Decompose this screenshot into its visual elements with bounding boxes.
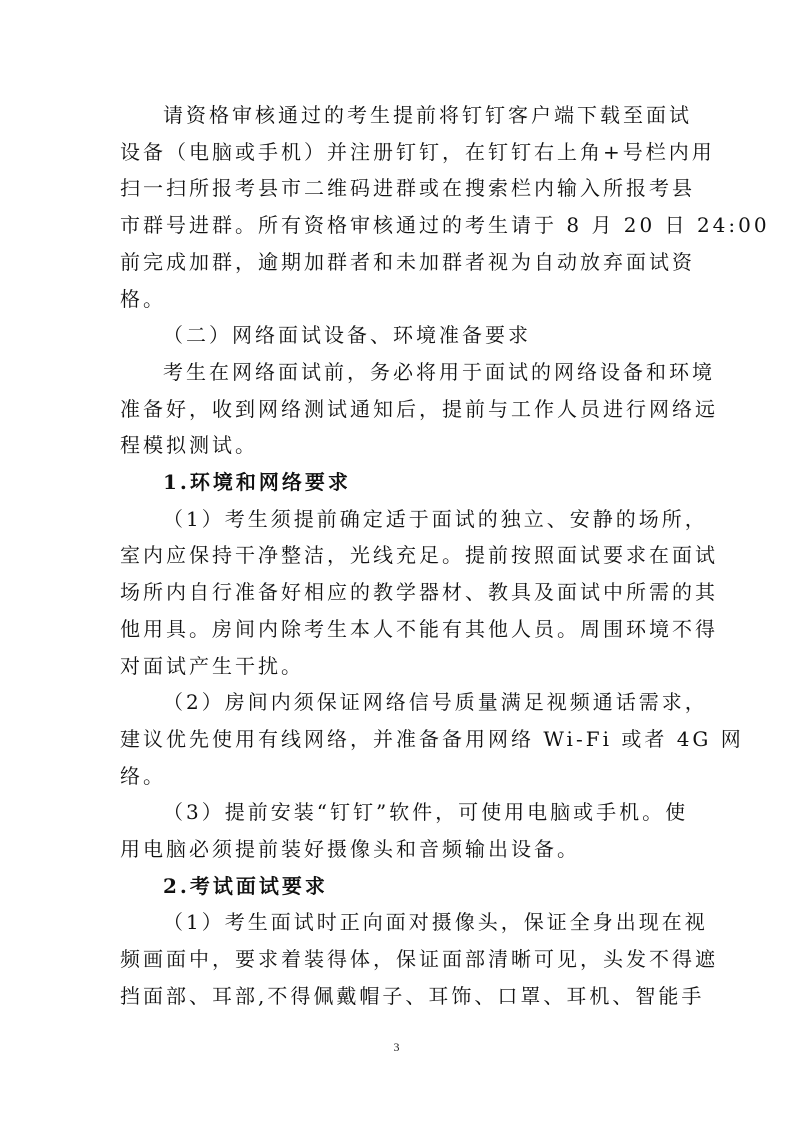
- paragraph-item-3: [120, 794, 689, 867]
- text-line: 频画面中，要求着装得体，保证面部清晰可见，头发不得遮: [120, 947, 718, 972]
- text-line: 前完成加群，逾期加群者和未加群者视为自动放弃面试资: [120, 249, 695, 274]
- subheading-exam-requirements: [120, 868, 675, 905]
- document-body: [120, 97, 770, 1015]
- text-line: 格。: [120, 286, 166, 311]
- text-line: 建议优先使用有线网络，并准备备用网络 Wi-Fi 或者 4G 网: [120, 726, 744, 751]
- page-number: 3: [393, 1040, 400, 1054]
- heading-text: 2.考试面试要求: [163, 873, 328, 898]
- text-line: 程模拟测试。: [120, 433, 258, 458]
- text-line: （1）考生面试时正向面对摄像头，保证全身出现在视: [163, 910, 708, 935]
- text-line: 准备好，收到网络测试通知后，提前与工作人员进行网络远: [120, 396, 718, 421]
- paragraph-join-group: [120, 97, 770, 317]
- heading-text: （二）网络面试设备、环境准备要求: [163, 323, 531, 348]
- text-line: 场所内自行准备好相应的教学器材、教具及面试中所需的其: [120, 580, 718, 605]
- text-line: 络。: [120, 763, 166, 788]
- text-line: 设备（电脑或手机）并注册钉钉，在钉钉右上角+号栏内用: [120, 139, 715, 164]
- paragraph-item-2: [120, 684, 744, 794]
- text-line: （1）考生须提前确定适于面试的独立、安静的场所，: [163, 506, 708, 531]
- text-line: 室内应保持干净整洁，光线充足。提前按照面试要求在面试: [120, 543, 718, 568]
- text-line: （2）房间内须保证网络信号质量满足视频通话需求，: [163, 690, 708, 715]
- subheading-environment: [120, 464, 675, 501]
- paragraph-item-1: [120, 501, 718, 685]
- text-line: 请资格审核通过的考生提前将钉钉客户端下载至面试: [163, 103, 692, 127]
- text-line: 对面试产生干扰。: [120, 653, 304, 678]
- text-line: （3）提前安装“钉钉”软件，可使用电脑或手机。使: [163, 800, 689, 825]
- text-line: 市群号进群。所有资格审核通过的考生请于 8 月 20 日 24:00: [120, 213, 770, 238]
- text-line: 挡面部、耳部,不得佩戴帽子、耳饰、口罩、耳机、智能手: [120, 983, 705, 1008]
- paragraph-exam-item-1: [120, 904, 718, 1014]
- text-line: 扫一扫所报考县市二维码进群或在搜索栏内输入所报考县: [120, 176, 695, 201]
- heading-text: 1.环境和网络要求: [163, 470, 351, 495]
- text-line: 考生在网络面试前，务必将用于面试的网络设备和环境: [163, 359, 715, 384]
- section-heading-equipment: [120, 317, 675, 354]
- text-line: 用电脑必须提前装好摄像头和音频输出设备。: [120, 837, 580, 862]
- paragraph-equipment-intro: [120, 354, 718, 464]
- text-line: 他用具。房间内除考生本人不能有其他人员。周围环境不得: [120, 616, 718, 641]
